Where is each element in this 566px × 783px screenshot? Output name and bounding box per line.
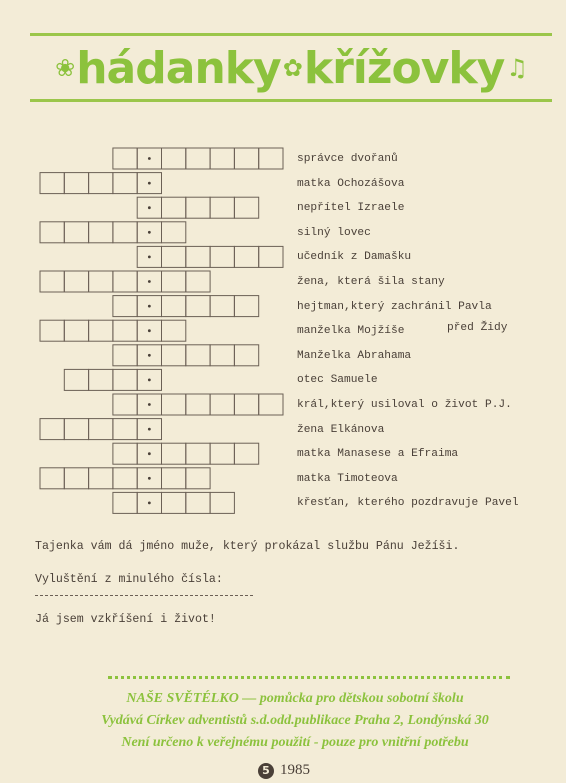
page-title — [30, 42, 552, 94]
clue-item: matka Timoteova — [297, 472, 398, 485]
issue-year — [258, 762, 310, 779]
crossword-cell[interactable] — [89, 173, 113, 194]
crossword-cell[interactable] — [40, 271, 64, 292]
crossword-cell[interactable] — [113, 394, 137, 415]
clue-item: matka Manasese a Efraima — [297, 448, 459, 461]
crossword-cell[interactable] — [162, 345, 186, 366]
crossword-cell[interactable] — [113, 443, 137, 464]
clue-item: král,který usiloval o život P.J. — [297, 399, 512, 411]
key-cell-dot — [148, 329, 151, 332]
crossword-cell[interactable] — [234, 197, 258, 218]
clue-item: učedník z Damašku — [297, 251, 412, 264]
crossword-cell[interactable] — [186, 246, 210, 267]
key-cell-dot — [148, 354, 151, 357]
crossword-cell[interactable] — [210, 492, 234, 513]
crossword-key-cell[interactable] — [137, 197, 161, 218]
crossword-cell[interactable] — [234, 443, 258, 464]
clue-item: otec Samuele — [297, 374, 378, 387]
crossword-cell[interactable] — [234, 246, 258, 267]
crossword-key-cell[interactable] — [137, 320, 161, 341]
title-word-1: hádanky — [76, 42, 281, 94]
clue-item: žena Elkánova — [297, 423, 385, 436]
crossword-cell[interactable] — [113, 148, 137, 169]
crossword-cell[interactable] — [162, 148, 186, 169]
clue-continuation: před Židy — [447, 322, 508, 334]
crossword-cell[interactable] — [162, 394, 186, 415]
crossword-cell[interactable] — [186, 345, 210, 366]
crossword-cell[interactable] — [234, 296, 258, 317]
crossword-key-cell[interactable] — [137, 271, 161, 292]
crossword-cell[interactable] — [113, 173, 137, 194]
crossword-cell[interactable] — [186, 197, 210, 218]
key-cell-dot — [148, 502, 151, 505]
crossword-cell[interactable] — [64, 271, 88, 292]
key-cell-dot — [148, 206, 151, 209]
crossword-cell[interactable] — [89, 320, 113, 341]
crossword-cell[interactable] — [113, 320, 137, 341]
clue-item: hejtman,který zachránil Pavla — [297, 300, 492, 313]
crossword-cell[interactable] — [89, 271, 113, 292]
crossword-key-cell[interactable] — [137, 492, 161, 513]
footer-line-1: NAŠE SVĚTÉLKO — pomůcka pro dětskou sobotní školu — [126, 691, 464, 706]
crossword-cell[interactable] — [40, 419, 64, 440]
crossword-cell[interactable] — [162, 271, 186, 292]
crossword-cell[interactable] — [113, 345, 137, 366]
clue-item: Manželka Abrahama — [297, 349, 412, 362]
issue-number-badge: 5 — [258, 763, 274, 779]
clue-item: manželka Mojžíše — [297, 325, 405, 338]
crossword-key-cell[interactable] — [137, 369, 161, 390]
crossword-cell[interactable] — [259, 394, 283, 415]
crossword-cell[interactable] — [113, 296, 137, 317]
clue-item: křesťan, kterého pozdravuje Pavel — [297, 497, 519, 510]
clue-item: silný lovec — [297, 226, 371, 239]
crossword-cell[interactable] — [210, 148, 234, 169]
music-note-icon: ♫ — [506, 54, 527, 82]
crossword-cell[interactable] — [64, 468, 88, 489]
crossword-cell[interactable] — [186, 148, 210, 169]
crossword-cell[interactable] — [210, 296, 234, 317]
crossword-cell[interactable] — [186, 443, 210, 464]
flower-icon: ❀ — [55, 54, 75, 82]
clue-item: žena, která šila stany — [297, 276, 445, 288]
crossword-cell[interactable] — [186, 492, 210, 513]
clue-item: matka Ochozášova — [297, 177, 405, 190]
crossword-cell[interactable] — [234, 394, 258, 415]
crossword-cell[interactable] — [162, 296, 186, 317]
key-cell-dot — [148, 231, 151, 234]
crossword-cell[interactable] — [186, 468, 210, 489]
crossword-cell[interactable] — [259, 148, 283, 169]
crossword-cell[interactable] — [210, 443, 234, 464]
crossword-cell[interactable] — [162, 443, 186, 464]
key-cell-dot — [148, 182, 151, 185]
key-cell-dot — [148, 305, 151, 308]
crossword-key-cell[interactable] — [137, 246, 161, 267]
crossword-cell[interactable] — [40, 320, 64, 341]
key-cell-dot — [148, 403, 151, 406]
solution-label: Vyluštění z minulého čísla: — [35, 573, 223, 586]
crossword-key-cell[interactable] — [137, 443, 161, 464]
footer-line-2: Vydává Církev adventistů s.d.odd.publikace Praha 2, Londýnská 30 — [101, 713, 489, 728]
crossword-cell[interactable] — [64, 222, 88, 243]
year-text: 1985 — [280, 762, 310, 778]
crossword-cell[interactable] — [40, 468, 64, 489]
crossword-cell[interactable] — [64, 369, 88, 390]
key-cell-dot — [148, 452, 151, 455]
crossword-cell[interactable] — [40, 173, 64, 194]
crossword-cell[interactable] — [64, 419, 88, 440]
key-cell-dot — [148, 256, 151, 259]
crossword-cell[interactable] — [186, 271, 210, 292]
crossword-cell[interactable] — [234, 345, 258, 366]
crossword-key-cell[interactable] — [137, 148, 161, 169]
clue-item: nepřítel Izraele — [297, 202, 405, 215]
key-cell-dot — [148, 157, 151, 160]
crossword-cell[interactable] — [113, 271, 137, 292]
key-cell-dot — [148, 280, 151, 283]
title-word-2: křížovky — [303, 42, 505, 94]
footer-line-3: Není určeno k veřejnému použití - pouze pro vnitřní potřebu — [121, 735, 469, 750]
crossword-cell[interactable] — [162, 492, 186, 513]
flower-icon: ✿ — [282, 54, 302, 82]
crossword-cell[interactable] — [162, 222, 186, 243]
crossword-key-cell[interactable] — [137, 296, 161, 317]
crossword-cell[interactable] — [162, 320, 186, 341]
crossword-key-cell[interactable] — [137, 468, 161, 489]
crossword-cell[interactable] — [89, 419, 113, 440]
crossword-cell[interactable] — [113, 419, 137, 440]
key-cell-dot — [148, 428, 151, 431]
solution-text: Já jsem vzkříšení i život! — [35, 613, 216, 626]
crossword-cell[interactable] — [162, 197, 186, 218]
crossword-cell[interactable] — [113, 222, 137, 243]
crossword-key-cell[interactable] — [137, 222, 161, 243]
divider — [35, 595, 253, 596]
crossword-cell[interactable] — [210, 246, 234, 267]
crossword-cell[interactable] — [210, 345, 234, 366]
clue-item: správce dvořanů — [297, 153, 398, 165]
crossword-cell[interactable] — [89, 468, 113, 489]
crossword-cell[interactable] — [113, 468, 137, 489]
crossword-cell[interactable] — [89, 369, 113, 390]
header-rule-bottom — [30, 99, 552, 102]
key-cell-dot — [148, 379, 151, 382]
tajenka-text: Tajenka vám dá jméno muže, který prokázal službu Pánu Ježíši. — [35, 540, 460, 553]
crossword-cell[interactable] — [162, 246, 186, 267]
crossword-cell[interactable] — [186, 394, 210, 415]
crossword-cell[interactable] — [210, 394, 234, 415]
crossword-cell[interactable] — [162, 468, 186, 489]
crossword-cell[interactable] — [89, 222, 113, 243]
crossword-cell[interactable] — [113, 492, 137, 513]
crossword-cell[interactable] — [64, 320, 88, 341]
crossword-key-cell[interactable] — [137, 419, 161, 440]
crossword-key-cell[interactable] — [137, 173, 161, 194]
crossword-cell[interactable] — [259, 246, 283, 267]
crossword-key-cell[interactable] — [137, 394, 161, 415]
crossword-cell[interactable] — [64, 173, 88, 194]
header-rule-top — [30, 33, 552, 36]
crossword-key-cell[interactable] — [137, 345, 161, 366]
crossword-cell[interactable] — [40, 222, 64, 243]
crossword-cell[interactable] — [186, 296, 210, 317]
key-cell-dot — [148, 477, 151, 480]
crossword-cell[interactable] — [210, 197, 234, 218]
crossword-cell[interactable] — [234, 148, 258, 169]
footer-divider — [108, 676, 510, 679]
crossword-cell[interactable] — [113, 369, 137, 390]
